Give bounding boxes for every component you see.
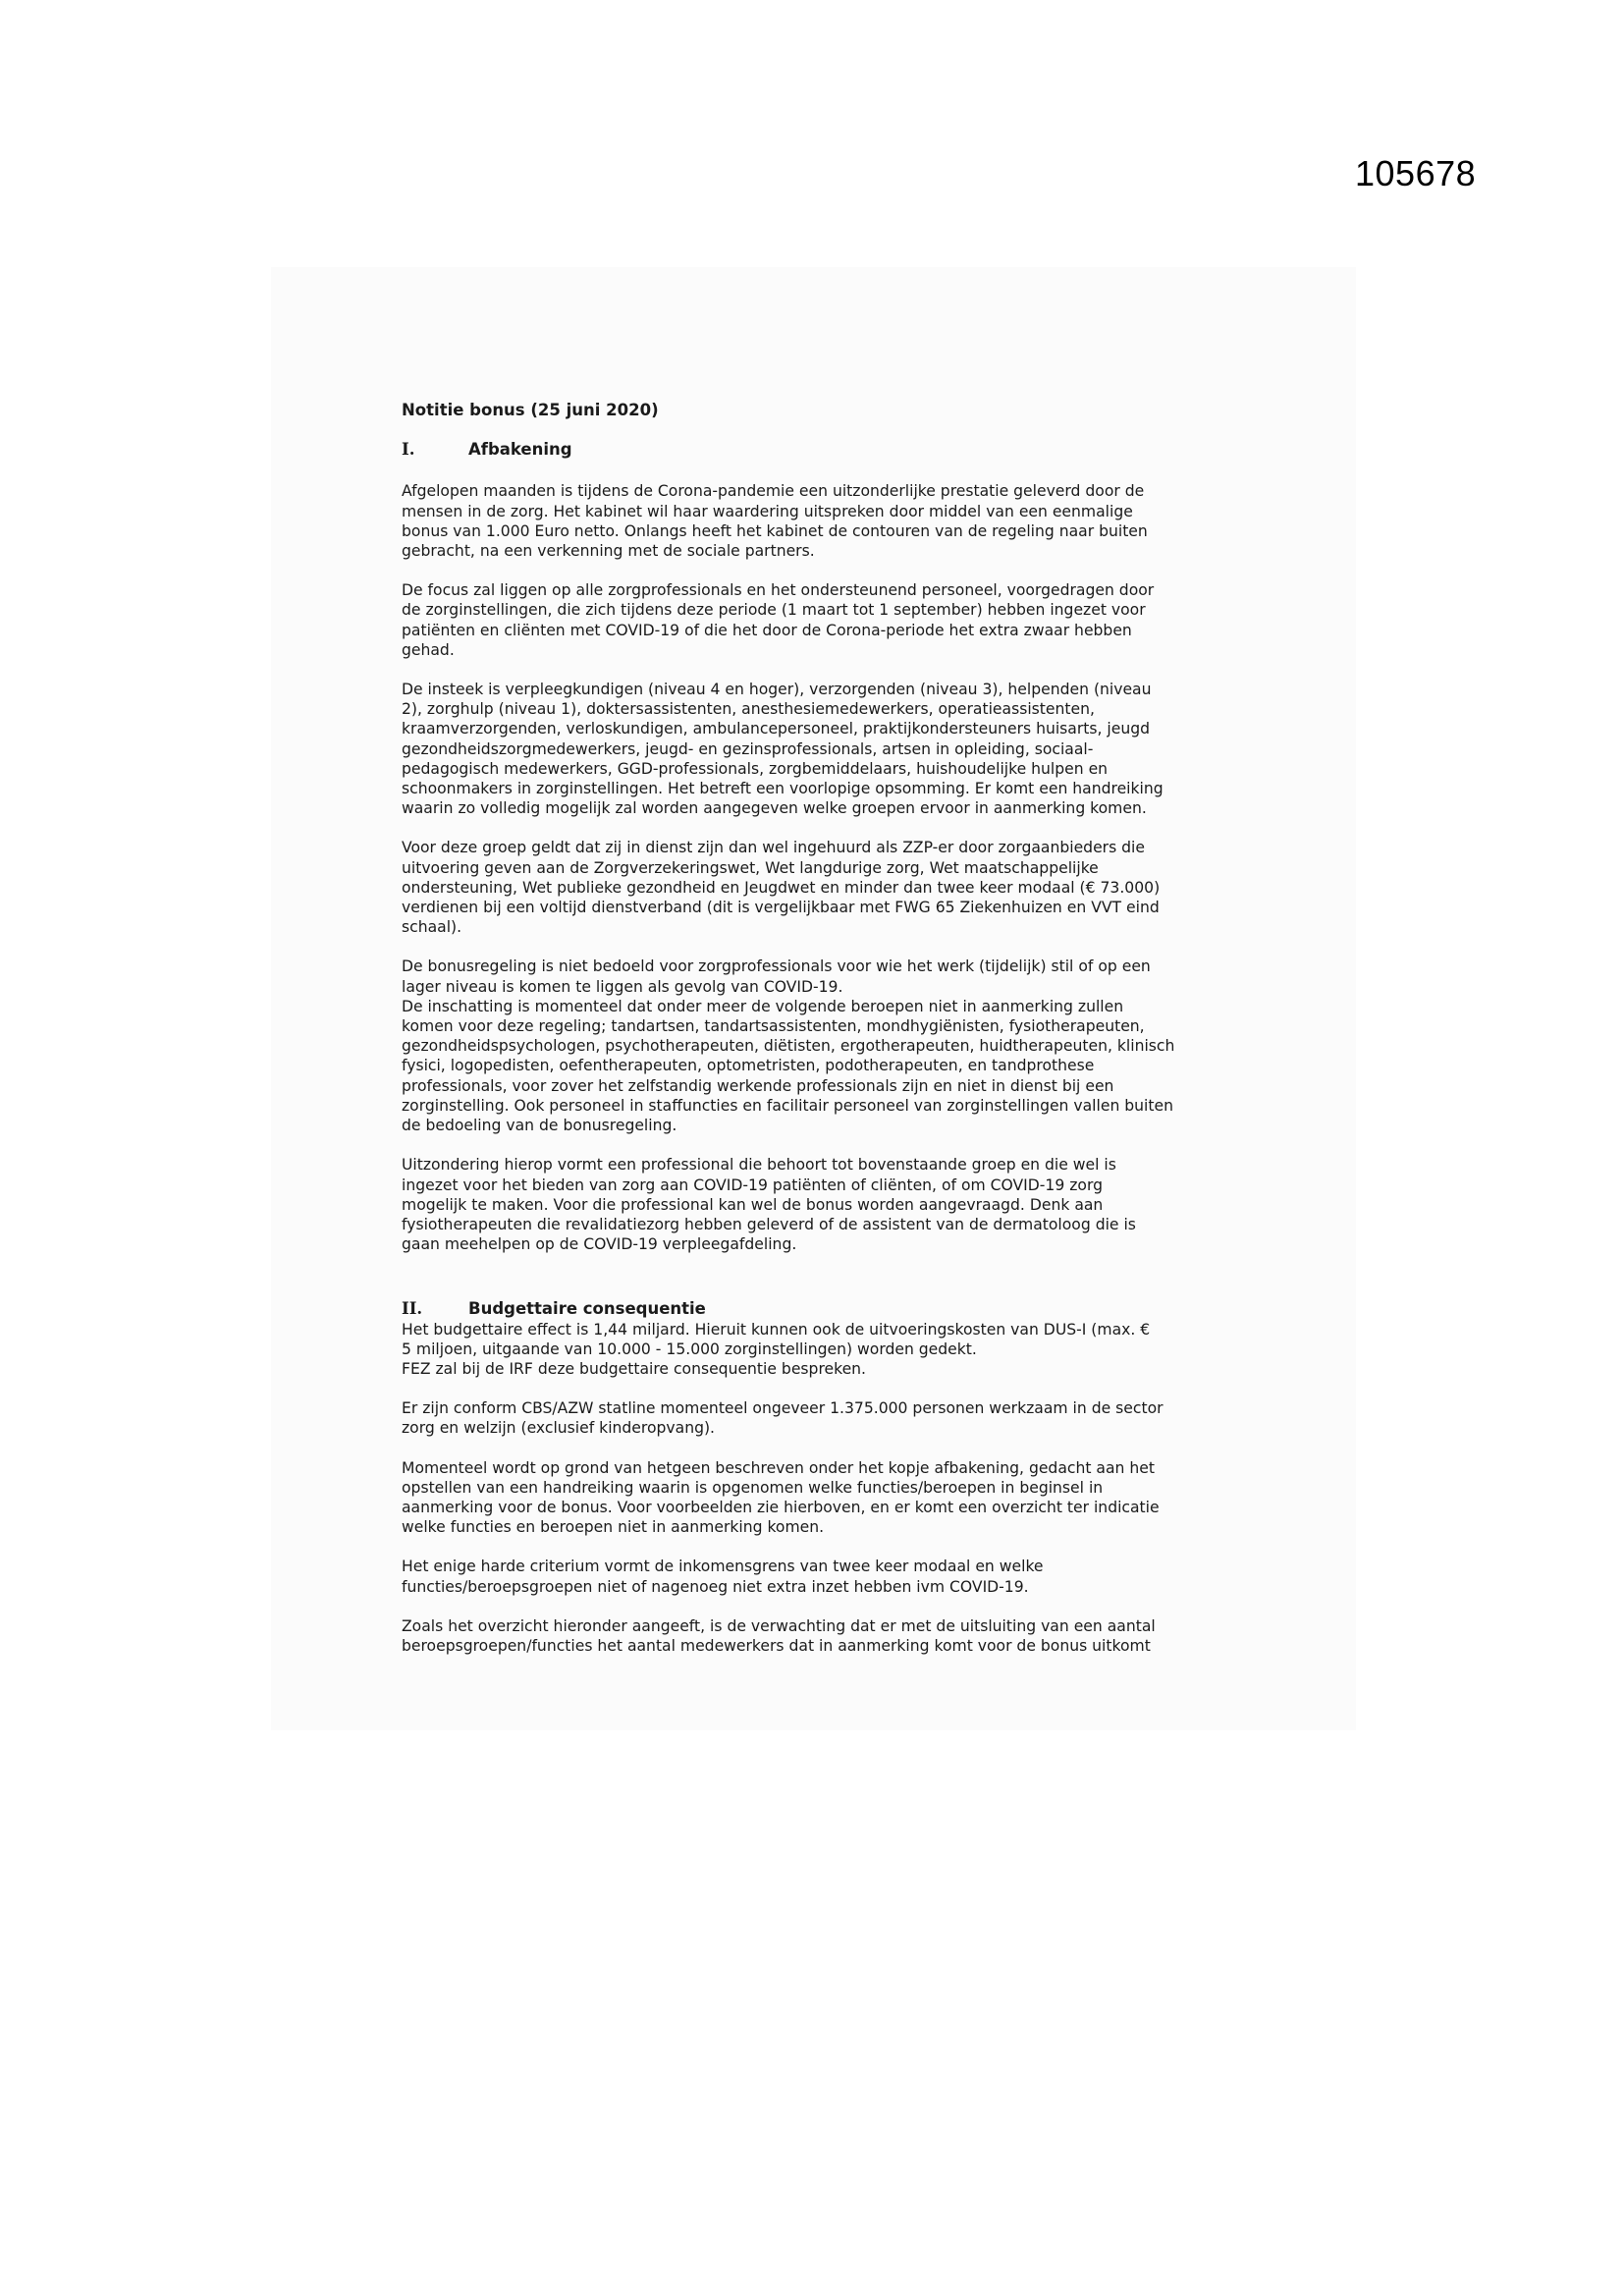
paragraph: Zoals het overzicht hieronder aangeeft, is de verwachting dat er met de uitsluiting van een aantal beroepsgroepen/functies het aantal medewerkers dat in aanmerking komt voor de bonus uitkomt — [402, 1616, 1156, 1655]
paragraph: Momenteel wordt op grond van hetgeen beschreven onder het kopje afbakening, gedacht aan het opstellen van een handreiking waarin is opgenomen welke functies/beroepen in beginsel in aanmerking voor de bonus. Voor voorbeelden zie hierboven, en er komt een overzicht ter indicatie welke functies en beroepen niet in aanmerking komen. — [402, 1458, 1160, 1537]
section-heading-afbakening — [402, 440, 1236, 460]
section-title: Afbakening — [468, 440, 572, 460]
paragraph: De insteek is verpleegkundigen (niveau 4 en hoger), verzorgenden (niveau 3), helpenden (niveau 2), zorghulp (niveau 1), doktersassistenten, anesthesiemedewerkers, operatieassistenten, kraamverzorgenden, verloskundigen, ambulancepersoneel, praktijkondersteuners huisarts, jeugd gezondheidszorgmedewerkers, jeugd- en gezinsprofessionals, artsen in opleiding, sociaal- pedagogisch medewerkers, GGD-professionals, zorgbemiddelaars, huishoudelijke hulpen en schoonmakers in zorginstellingen. Het betreft een voorlopige opsomming. Er komt een handreiking waarin zo volledig mogelijk zal worden aangegeven welke groepen ervoor in aanmerking komen. — [402, 681, 1164, 818]
paragraph: De bonusregeling is niet bedoeld voor zorgprofessionals voor wie het werk (tijdelijk) stil of op een lager niveau is komen te liggen als gevolg van COVID-19. De inschatting is momenteel dat onder meer de volgende beroepen niet in aanmerking zullen komen voor deze regeling; tandartsen, tandartsassistenten, mondhygiënisten, fysiotherapeuten, gezondheidspsychologen, psychotherapeuten, diëtisten, ergotherapeuten, huidtherapeuten, klinisch fysici, logopedisten, oefentherapeuten, optometristen, podotherapeuten, en tandprothese professionals, voor zover het zelfstandig werkende professionals zijn en niet in dienst bij een zorginstelling. Ook personeel in staffuncties en facilitair personeel van zorginstellingen vallen buiten de bedoeling van de bonusregeling. — [402, 957, 1175, 1135]
section-number: II. — [402, 1299, 423, 1319]
document-body — [402, 401, 1236, 1675]
paragraph: Voor deze groep geldt dat zij in dienst zijn dan wel ingehuurd als ZZP-er door zorgaanbieders die uitvoering geven aan de Zorgverzekeringswet, Wet langdurige zorg, Wet maatschappelijke ondersteuning, Wet publieke gezondheid en Jeugdwet en minder dan twee keer modaal (€ 73.000) verdienen bij een voltijd dienstverband (dit is vergelijkbaar met FWG 65 Ziekenhuizen en VVT eind schaal). — [402, 839, 1161, 937]
section-number: I. — [402, 440, 415, 460]
paragraph: Uitzondering hierop vormt een professional die behoort tot bovenstaande groep en die wel is ingezet voor het bieden van zorg aan COVID-19 patiënten of cliënten, of om COVID-19 zorg mogelijk te maken. Voor die professional kan wel de bonus worden aangevraagd. Denk aan fysiotherapeuten die revalidatiezorg hebben geleverd of de assistent van de dermatoloog die is gaan meehelpen op de COVID-19 verpleegafdeling. — [402, 1156, 1136, 1254]
paragraph: De focus zal liggen op alle zorgprofessionals en het ondersteunend personeel, voorgedragen door de zorginstellingen, die zich tijdens deze periode (1 maart tot 1 september) hebben ingezet voor patiënten en cliënten met COVID-19 of die het door de Corona-periode het extra zwaar hebben gehad. — [402, 581, 1155, 659]
section-heading-budgettaire-consequentie — [402, 1299, 1236, 1319]
document-number: 105678 — [1355, 153, 1477, 193]
paragraph: Afgelopen maanden is tijdens de Corona-pandemie een uitzonderlijke prestatie geleverd door de mensen in de zorg. Het kabinet wil haar waardering uitspreken door middel van een eenmalige bonus van 1.000 Euro netto. Onlangs heeft het kabinet de contouren van de regeling naar buiten gebracht, na een verkenning met de sociale partners. — [402, 482, 1148, 561]
section-spacer — [402, 1274, 1236, 1299]
paragraph: Het enige harde criterium vormt de inkomensgrens van twee keer modaal en welke functies/beroepsgroepen niet of nagenoeg niet extra inzet hebben ivm COVID-19. — [402, 1558, 1044, 1596]
paragraph: Er zijn conform CBS/AZW statline momenteel ongeveer 1.375.000 personen werkzaam in de sector zorg en welzijn (exclusief kinderopvang). — [402, 1399, 1164, 1438]
section-title: Budgettaire consequentie — [468, 1299, 706, 1319]
paragraph: Het budgettaire effect is 1,44 miljard. Hieruit kunnen ook de uitvoeringskosten van DUS-I (max. € 5 miljoen, uitgaande van 10.000 - 15.000 zorginstellingen) worden gedekt. FEZ zal bij de IRF deze budgettaire consequentie bespreken. — [402, 1320, 1151, 1378]
document-title: Notitie bonus (25 juni 2020) — [402, 401, 659, 419]
